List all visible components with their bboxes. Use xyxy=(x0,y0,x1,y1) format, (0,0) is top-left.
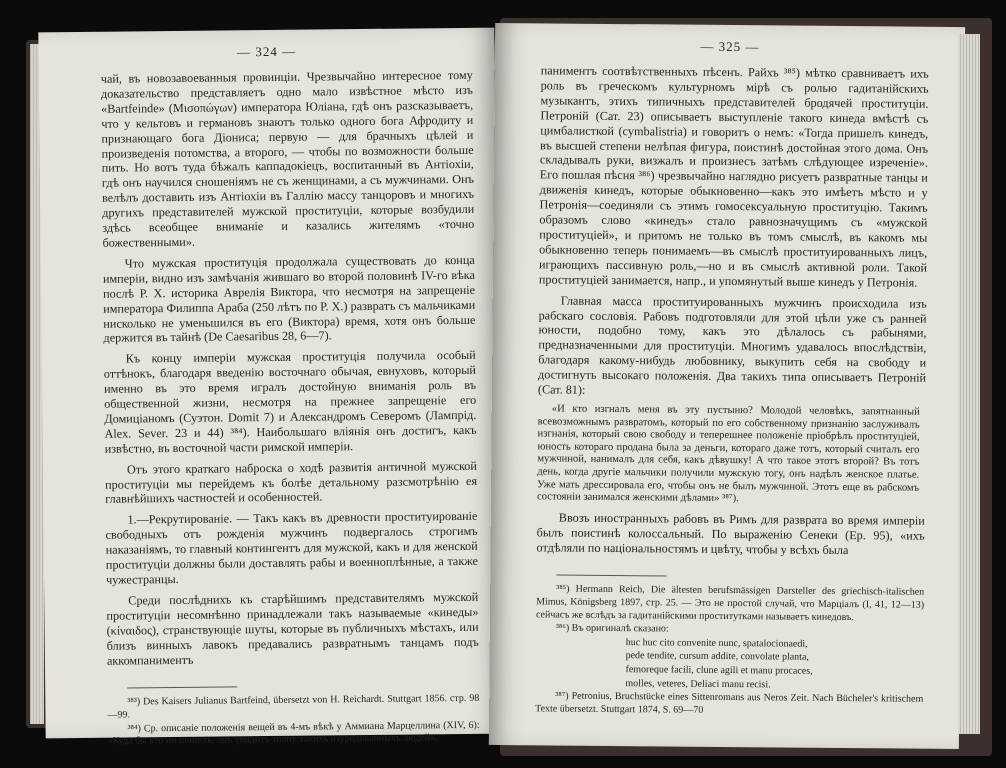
right-page-text xyxy=(489,63,965,719)
paragraph: Ввозъ иностранныхъ рабовъ въ Римъ для разврата во время имперіи былъ поистинѣ колоссальный. По выраженію Сенеки (Ер. 95), «ихъ отдѣляли по національностямъ и цвѣту, чтобы у всѣхъ была xyxy=(536,510,925,557)
footnote: ³⁸⁵) Hermann Reich, Die ältesten berufsmässigen Darsteller des griechisch-italischen Mimus, Königsberg 1897, стр. 25. — Это не простой случай, что Марціалъ (I, 41, 12—13) сейчасъ же вслѣдъ за гадитанійскими проститутками называетъ кинедовъ. xyxy=(535,583,925,623)
left-page xyxy=(38,28,501,747)
paragraph: Что мужская проституція продолжала существовать до конца имперіи, видно изъ замѣчанія жившаго во второй половинѣ IV-го вѣка послѣ Р. Х. историка Аврелія Виктора, что несмотря на запрещеніе императора Филиппа Араба (250 лѣтъ по Р. Х.) развратъ съ мальчиками нисколько не уменьшился въ его (Виктора) время, хотя онъ больше держится въ тайнѣ (De Caesaribus 28, 6—7). xyxy=(102,252,476,346)
paragraph: паниментъ соотвѣтственныхъ пѣсенъ. Райхъ ³⁸⁵) мѣтко сравниваетъ ихъ роль въ греческомъ культурномъ мірѣ съ ролью гадитанійскихъ музыкантъ, этихъ типичныхъ представителей бродячей проституціи. Петроній (Сат. 23) описываетъ выступленіе такого кинеда вмѣстѣ съ цимбалисткой (cymbalistria) и говоритъ о немъ: «Тогда пришелъ кинедъ, въ высшей степени нелѣпая фигура, поистинѣ достойная этого дома. Онъ складывалъ руки, визжалъ и произнесъ затѣмъ слѣдующее изреченіе». Его пошлая пѣсня ³⁸⁶) чрезвычайно наглядно рисуетъ развратные танцы и движенія кинедъ, которые обыкновенно—какъ это имѣетъ мѣсто и у Петронія—соединяли съ этимъ гомосексуальную проституцію. Такимъ образомъ слово «кинедъ» стало равнозначущимъ съ «мужской проституціей», и притомъ не только въ томъ смыслѣ, въ какомъ мы обыкновенно теперь понимаемъ—въ смыслѣ проституированныхъ лицъ, играющихъ пассивную роль,—но и въ смыслѣ активной роли. Такой проституціей занимается, напр., и упомянутый выше кинедъ у Петронія. xyxy=(538,63,929,290)
paragraph: Къ концу имперіи мужская проституція получила особый оттѣнокъ, благодаря введенію восточнаго обычая, евнуховъ, который именно въ это время игралъ достойную вниманія роль въ общественной жизни, несмотря на прежнее запрещеніе его Домиціаномъ (Суэтон. Domit 7) и Александромъ Северомъ (Лампрід. Alex. Sever. 23 и 44) ³⁸⁴). Наибольшаго вліянія онъ достигъ, какъ извѣстно, въ восточной части римской имперіи. xyxy=(103,348,477,456)
footnote: ³⁸⁷) Petronius, Bruchstücke eines Sittenromans aus Neros Zeit. Nach Bücheler's kritischem Texte übersetzt. Stuttgart 1874, S. 69—70 xyxy=(535,690,924,716)
footnote-rule xyxy=(556,575,666,577)
paragraph: чай, въ новозавоеванныя провинціи. Чрезвычайно интересное тому доказательство представляетъ одно мало извѣстное мѣсто изъ «Bartfeinde» (Μισοπώγων) императора Юліана, гдѣ онъ разсказываетъ, что у кельтовъ и германовъ знаютъ только одного бога Афродиту и признающаго бога Діониса; первую — для брачныхъ цѣлей и произведенія потомства, а второго, — чтобы по возможности больше пить. Но вотъ туда бѣжалъ каппадокіецъ, воспитанный въ Антіохіи, гдѣ онъ научился сношеніямъ не съ женщинами, а съ мужчинами. Онъ велѣлъ доставить изъ Антіохіи въ Галлію массу танцоровъ и многихъ другихъ представителей мужской проституціи, которые возбудили здѣсь всеобщее вниманіе и казались жителямъ «точно божественными». xyxy=(100,67,475,250)
footnote: ³⁸⁶) Въ оригиналѣ сказано: xyxy=(555,622,669,635)
page-number: — 324 — xyxy=(236,43,297,60)
paragraph: Среди послѣднихъ къ старѣйшимъ представителямъ мужской проституціи несомнѣнно принадлежали такъ называемые «кинеды» (κίναιδος), странствующіе шуты, которые въ публичныхъ мѣстахъ, или близъ винныхъ лавокъ предавались развратнымъ танцамъ подъ аккомпаниментъ xyxy=(106,589,479,668)
poem-line: huc huc cito convenite nunc, spatalocionaedi, xyxy=(625,636,808,650)
poem-line: molles, veteres, Deliaci manu recisi. xyxy=(625,677,771,690)
left-page-text xyxy=(39,68,502,750)
block-quote xyxy=(537,403,926,507)
right-page xyxy=(489,23,965,749)
paragraph: Отъ этого краткаго наброска о ходѣ развитія античной мужской проституціи мы перейдемъ къ болѣе детальному разсмотрѣнію ея главнѣйшихъ частностей и особенностей. xyxy=(104,458,478,507)
footnotes xyxy=(535,584,924,719)
page-number: — 325 — xyxy=(700,38,760,55)
poem-line: femoreque facili, clune agili et manu procaces, xyxy=(625,664,813,677)
footnote: ³⁸³) Des Kaisers Julianus Bartfeind, übersetzt von H. Reichardt. Stuttgart 1856. стр. 98—99. xyxy=(107,693,480,721)
poem-line: pede tendite, cursum addite, convolate planta, xyxy=(625,650,809,664)
footnote: ³⁸⁴) Ср. описаніе положенія вещей въ 4-мъ вѣкѣ у Аммиана Марцеллина (XIV, 6): «Куда бы кто ни пошелъ, онъ увидитъ толпу такихъ изуродованныхъ людей». xyxy=(107,719,480,747)
page-edges-right xyxy=(958,34,980,734)
footnotes xyxy=(107,693,480,748)
paragraph: 1.—Рекрутированіе. — Такъ какъ въ древности проституированіе свободныхъ отъ рожденія мужчинъ подвергалось строгимъ наказаніямъ, то главный контингентъ для мужской, какъ и для женской проституціи должны были доставлять рабы и военноплѣнные, а также чужестранцы. xyxy=(105,509,478,587)
quote-text: «И кто изгналъ меня въ эту пустыню? Молодой человѣкъ, запятнанный всевозможнымъ развратомъ, который по его собственному признанію заслуживалъ изгнанія, который свою свободу и теперешнее положеніе пріобрѣлъ проституціей, юность котораго продана была за деньги, котораго даже тотъ, который считалъ его мужчиной, нанималъ для себя, какъ дѣвушку! А что такое этотъ второй? Въ тотъ день, когда другіе мальчики получили мужскую тогу, онъ надѣлъ женское платье. Уже мать дрессировала его, чтобы онъ не былъ мужчиной. Этотъ еще въ рабскомъ состояніи занимался женскими дѣлами» ³⁸⁷). xyxy=(536,403,920,505)
paragraph: Главная масса проституированныхъ мужчинъ происходила изъ рабскаго сословія. Рабовъ подготовляли для этой цѣли уже съ ранней юности, подобно тому, какъ это дѣлалось съ рабынями, предназначенными для проституціи. Многимъ удавалось впослѣдствіи, благодаря какому-нибудь любовнику, выкупить себя на свободу и достигнуть высокаго положенія. Два такихъ типа описываетъ Петроній (Сат. 81): xyxy=(537,293,927,397)
footnote-rule xyxy=(127,687,237,689)
